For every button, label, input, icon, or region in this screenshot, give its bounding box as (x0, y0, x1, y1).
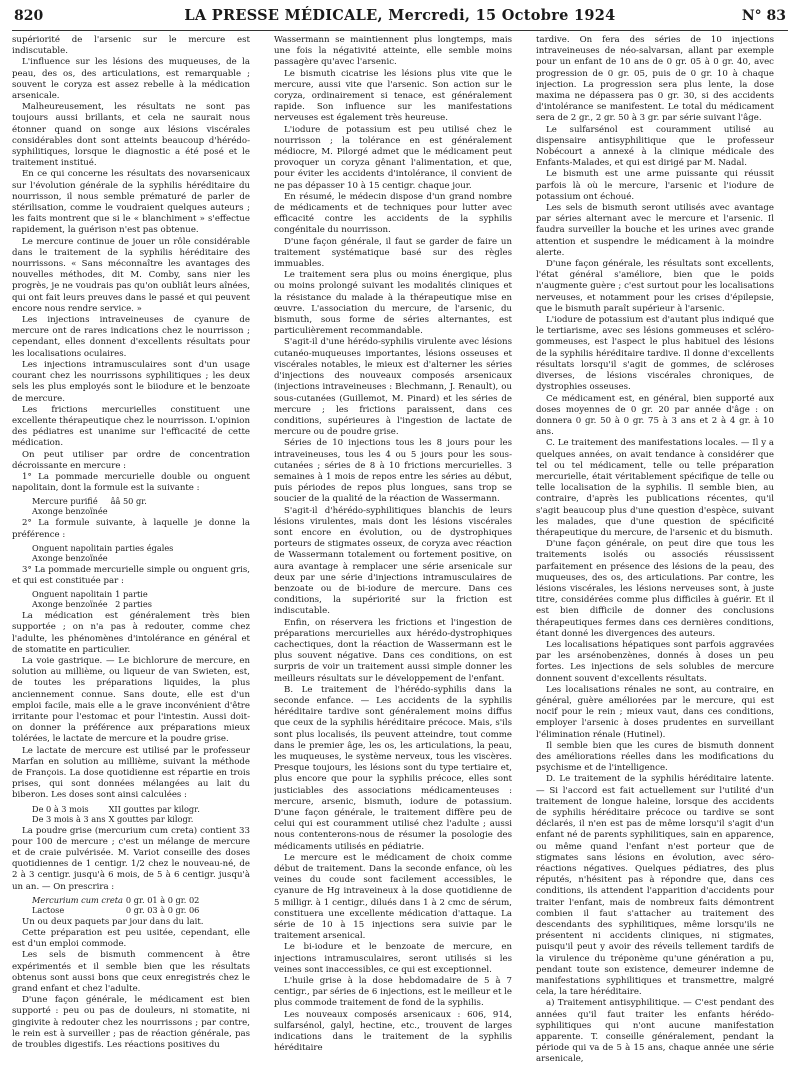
paragraph: L'iodure de potassium est d'autant plus indiqué que le tertiarisme, avec ses lésions gommeuses et scléro-gommeuses, est l'aspect le plus habituel des lésions de la syphilis héréditaire tardive. Il donne d'excellents résultats lorsqu'il s'agit de gommes, de scléroses diverses, de lésions viscérales chroniques, de dystrophies osseuses. (536, 315, 774, 393)
paragraph: Le lactate de mercure est utilisé par le professeur Marfan en solution au millième, suivant la méthode de François. La dose quotidienne est répartie en trois prises, qui sont données mélangées au lait du biberon. Les doses sont ainsi calculées : (12, 745, 250, 801)
formula-dose: 0 gr. 03 à 0 gr. 06 (125, 904, 200, 915)
paragraph: Les nouveaux composés arsenicaux : 606, 914, sulfarsénol, galyl, hectine, etc., trouvent de larges indications dans le traitement de la syphilis héréditaire (274, 1009, 512, 1054)
paragraph: Wassermann se maintiennent plus longtemps, mais une fois la négativité atteinte, elle semble moins passagère qu'avec l'arsenic. (274, 35, 512, 68)
paragraph: 2° La formule suivante, à laquelle je donne la préférence : (12, 518, 250, 540)
paragraph: En résumé, le médecin dispose d'un grand nombre de médicaments et de techniques pour lutter avec efficacité contre les accidents de la syphilis congénitale du nourrisson. (274, 191, 512, 236)
paragraph: La voie gastrique. — Le bichlorure de mercure, en solution au millième, ou liqueur de van Swieten, est, de toutes les préparations liquides, la plus anciennement connue. Sans doute, elle est d'un emploi facile, mais elle a le grave inconvénient d'être irritante pour l'estomac et pour l'intestin. Aussi doit-on donner la préférence aux préparations mieux tolérées, le lactate de mercure et la poudre grise. (12, 655, 250, 745)
formula-age: De 3 mois à 3 ans (32, 813, 106, 824)
paragraph: Cette préparation est peu usitée, cependant, elle est d'un emploi commode. (12, 928, 250, 950)
issue-number: N° 83 (741, 8, 786, 24)
formula-dose: XII gouttes par kilogr. (108, 803, 200, 814)
paragraph: L'influence sur les lésions des muqueuses, de la peau, des os, des articulations, est remarquable ; souvent le coryza est assez rebelle à la médication arsenicale. (12, 57, 250, 102)
paragraph: Le traitement sera plus ou moins énergique, plus ou moins prolongé suivant les modalités cliniques et la résistance du malade à la thérapeutique mise en œuvre. L'association du mercure, de l'arsenic, du bismuth, sous forme de séries alternantes, est particulièrement recommandable. (274, 270, 512, 337)
paragraph: supériorité de l'arsenic sur le mercure est indiscutable. (12, 35, 250, 57)
formula-ingredient: Mercurium cum creta (32, 894, 123, 905)
formula-dose: 2 parties (115, 599, 152, 610)
paragraph: D'une façon générale, le médicament est bien supporté : peu ou pas de douleurs, ni stomatite, ni gingivite à redouter chez les nourrissons ; par contre, le rein est à surveiller ; pas de réaction générale, pas de troubles digestifs. Les réactions positives du (12, 995, 250, 1051)
paragraph: On peut utiliser par ordre de concentration décroissante en mercure : (12, 449, 250, 471)
paragraph: En ce qui concerne les résultats des novarsenicaux sur l'évolution générale de la syphilis héréditaire du nourrisson, il nous semble prématuré de parler de stérilisation, comme le voudraient quelques auteurs ; les faits montrent que si le « blanchiment » s'effectue rapidement, la guérison n'est pas obtenue. (12, 169, 250, 236)
paragraph: Les sels de bismuth seront utilisés avec avantage par séries alternant avec le mercure et l'arsenic. Il faudra surveiller la bouche et les urines avec grande attention et suspendre le médicament à la moindre alerte. (536, 203, 774, 258)
paragraph: La médication est généralement très bien supportée ; on n'a pas à redouter, comme chez l'adulte, les phénomènes d'intolérance en général et de stomatite en particulier. (12, 611, 250, 655)
page-header (14, 6, 786, 30)
formula-dose: X gouttes par kilogr. (108, 813, 194, 824)
paragraph: Le sulfarsénol est couramment utilisé au dispensaire antisyphilitique que le professeur Nobécourt a annexé à la clinique médicale des Enfants-Malades, et qui est dirigé par M. Nadal. (536, 124, 774, 169)
paragraph: Ce médicament est, en général, bien supporté aux doses moyennes de 0 gr. 20 par année d'âge : on donnera 0 gr. 50 à 0 gr. 75 à 3 ans et 2 à 4 gr. à 10 ans. (536, 393, 774, 438)
paragraph: Enfin, on réservera les frictions et l'ingestion de préparations mercurielles aux hérédo-dystrophiques cachectiques, dont la réaction de Wassermann est le plus souvent négative. Dans ces conditions, on est surpris de voir un traitement aussi simple donner les meilleurs résultats sur le développement de l'enfant. (274, 617, 512, 684)
formula-dose: 1 partie (115, 589, 148, 600)
formula-ingredient: Axonge benzoïnée (32, 552, 108, 563)
paragraph: Les localisations rénales ne sont, au contraire, en général, guère améliorées par le mercure, qui est nocif pour le rein ; mieux vaut, dans ces conditions, employer l'arsenic à doses prudentes en surveillant l'élimination rénale (Hutinel). (536, 684, 774, 740)
paragraph: Le mercure continue de jouer un rôle considérable dans le traitement de la syphilis héréditaire des nourrissons. « Sans méconnaître les avantages des nouvelles méthodes, dit M. Comby, sans nier les progrès, je ne voudrais pas qu'on oubliât leurs aînées, qui ont fait leurs preuves dans le passé et qui peuvent encore nous rendre service. » (12, 236, 250, 314)
paragraph: a) Traitement antisyphilitique. — C'est pendant des années qu'il faut traiter les enfants hérédo-syphilitiques qui n'ont aucune manifestation apparente. T. conseille généralement, pendant la période qui va de 5 à 15 ans, chaque année une série arsenicale, (536, 998, 774, 1065)
paragraph: La poudre grise (mercurium cum creta) contient 33 pour 100 de mercure ; c'est un mélange de mercure et de craie pulvérisée. M. Variot conseille des doses quotidiennes de 1 centigr. 1/2 chez le nouveau-né, de 2 à 3 centigr. jusqu'à 6 mois, de 5 à 6 centigr. jusqu'à un an. — On prescrira : (12, 825, 250, 892)
paragraph: 3° La pommade mercurielle simple ou onguent gris, et qui est constituée par : (12, 564, 250, 586)
column-1 (12, 35, 250, 1075)
formula-ingredient: Axonge benzoïnée (32, 506, 108, 517)
formula-dose: ââ 50 gr. (110, 496, 147, 507)
formula-1 (32, 496, 250, 516)
paragraph: Les localisations hépatiques sont parfois aggravées par les arsénobenzènes, donnés à doses un peu fortes. Les injections de sels solubles de mercure donnent souvent d'excellents résultats. (536, 639, 774, 684)
issue-date: Mercredi, 15 Octobre 1924 (388, 7, 616, 24)
column-3 (536, 35, 774, 1075)
paragraph: Les injections intraveineuses de cyanure de mercure ont de rares indications chez le nourrisson ; cependant, elles donnent d'excellents résultats pour les localisations oculaires. (12, 315, 250, 359)
paragraph: S'agit-il d'une hérédo-syphilis virulente avec lésions cutanéo-muqueuses importantes, lésions osseuses et viscérales notables, le mieux est d'alterner les séries d'injections des nouveaux composés arsenicaux (injections intraveineuses : Blechmann, J. Renault), ou sous-cutanées (Guillemot, M. Pinard) et les séries de mercure ; les frictions paraissent, dans ces conditions, supérieures à l'ingestion de lactate de mercure ou de poudre grise. (274, 337, 512, 438)
paragraph: Les injections intramusculaires sont d'un usage courant chez les nourrissons syphilitiques ; les deux sels les plus employés sont le biiodure et le benzoate de mercure. (12, 359, 250, 404)
paragraph: tardive. On fera des séries de 10 injections intraveineuses de néo-salvarsan, allant par exemple pour un enfant de 10 ans de 0 gr. 05 à 0 gr. 40, avec progression de 0 gr. 05, puis de 0 gr. 10 à chaque injection. La progression sera plus lente, la dose maxima ne dépassera pas 0 gr. 30, si des accidents d'intolérance se manifestent. Le total du médicament sera de 2 gr., 2 gr. 50 à 3 gr. par série suivant l'âge. (536, 35, 774, 124)
page-number: 820 (14, 8, 44, 24)
paragraph: Un ou deux paquets par jour dans du lait. (22, 916, 204, 927)
paragraph: Il semble bien que les cures de bismuth donnent des améliorations réelles dans les modifications du psychisme et de l'intelligence. (536, 740, 774, 774)
paragraph: L'huile grise à la dose hebdomadaire de 5 à 7 centigr., par séries de 6 injections, est le meilleur et le plus commode traitement de fond de la syphilis. (274, 976, 512, 1009)
formula-2 (32, 543, 250, 563)
formula-4 (32, 804, 250, 824)
paragraph: Le bismuth cicatrise les lésions plus vite que le mercure, aussi vite que l'arsenic. Son action sur le coryza, ordinairement si tenace, est généralement rapide. Son influence sur les manifestations nerveuses est également très heureuse. (274, 68, 512, 124)
paragraph: Les frictions mercurielles constituent une excellente thérapeutique chez le nourrisson. L'opinion des pédiatres est unanime sur l'efficacité de cette médication. (12, 404, 250, 449)
formula-ingredient: Onguent napolitain (32, 589, 113, 600)
formula-5 (32, 895, 250, 915)
paragraph: Séries de 10 injections tous les 8 jours pour les intraveineuses, tous les 4 ou 5 jours pour les sous-cutanées ; séries de 8 à 10 frictions mercurielles. 3 semaines à 1 mois de repos entre les séries au début, puis périodes de repos plus longues, sans trop se soucier de la qualité de la réaction de Wassermann. (274, 438, 512, 505)
paragraph: Les sels de bismuth commencent à être expérimentés et il semble bien que les résultats obtenus sont aussi bons que ceux enregistrés chez le grand enfant et chez l'adulte. (12, 950, 250, 995)
header-rule (12, 30, 788, 31)
section-paragraph: C. Le traitement des manifestations locales. — Il y a quelques années, on avait tendance à considérer que tel ou tel médicament, telle ou telle préparation mercurielle, était véritablement spécifique de telle ou telle localisation de la syphilis. Il semble bien, au contraire, d'après les publications récentes, qu'il s'agit beaucoup plus d'une question d'espèce, suivant les malades, que d'une question de spécificité thérapeutique du mercure, de l'arsenic et du bismuth. (536, 438, 774, 538)
paragraph: Le mercure est le médicament de choix comme début de traitement. Dans la seconde enfance, où les veines du coude sont facilement accessibles, le cyanure de Hg intraveineux à la dose quotidienne de 5 milligr. à 1 centigr., dilués dans 1 à 2 cmc de sérum, constituera une excellente médication d'attaque. La série de 10 à 15 injections sera suivie par le traitement arsenical. (274, 852, 512, 942)
formula-3 (32, 589, 250, 609)
paragraph: D'une façon générale, les résultats sont excellents, l'état général s'améliore, bien que le poids n'augmente guère ; c'est surtout pour les localisations nerveuses, et notamment pour les crises d'épilepsie, que le bismuth paraît supérieur à l'arsenic. (536, 259, 774, 314)
paragraph: Le bismuth est une arme puissante qui réussit parfois là où le mercure, l'arsenic et l'iodure de potassium ont échoué. (536, 169, 774, 202)
formula-ingredient: Lactose (32, 904, 65, 915)
formula-ingredient: Axonge benzoïnée (32, 599, 108, 610)
section-paragraph: B. Le traitement de l'hérédo-syphilis dans la seconde enfance. — Les accidents de la syphilis héréditaire tardive sont généralement moins diffus que ceux de la syphilis héréditaire précoce. Mais, s'ils sont plus localisés, ils peuvent atteindre, tout comme dans le premier âge, les os, les articulations, la peau, les muqueuses, le système nerveux, tous les viscères. Presque toujours, les lésions sont du type tertiaire et, plus encore que pour la syphilis précoce, elles sont justiciables des associations médicamenteuses : mercure, arsenic, bismuth, iodure de potassium. D'une façon générale, le traitement diffère peu de celui qui est couramment utilisé chez l'adulte ; aussi nous contenterons-nous de résumer la posologie des médicaments utilisés en pédiatrie. (274, 684, 512, 852)
paragraph: S'agit-il d'hérédo-syphilitiques blanchis de leurs lésions virulentes, mais dont les lésions viscérales sont encore en évolution, ou de dystrophiques porteurs de stigmates osseux, de coryza avec réaction de Wassermann totalement ou fortement positive, on aura avantage à remplacer une série arsenicale sur deux par une série d'injections intramusculaires de benzoate ou de bi-iodure de mercure. Dans ces conditions, la supériorité sur la friction est indiscutable. (274, 505, 512, 617)
paragraph: L'iodure de potassium est peu utilisé chez le nourrisson ; la tolérance en est généralement médiocre, M. Pilorgé admet que le médicament peut provoquer un coryza gênant l'alimentation, et que, pour éviter les accidents d'intolérance, il convient de ne pas dépasser 10 à 15 centigr. chaque jour. (274, 124, 512, 191)
section-paragraph: D. Le traitement de la syphilis héréditaire latente. — Si l'accord est fait actuellement sur l'utilité d'un traitement de longue haleine, lorsque des accidents de syphilis héréditaire précoce ou tardive se sont déclarés, il n'en est pas de même lorsqu'il s'agit d'un enfant né de parents syphilitiques, sain en apparence, ou même quand l'enfant n'est porteur que de stigmates sans lésions en évolution, avec séro-réactions négatives. Quelques pédiatres, des plus réputés, n'hésitent pas à répondre que, dans ces conditions, ils attendent l'apparition d'accidents pour traiter l'enfant, mais de nombreux faits démontrent combien il faut s'attacher au traitement des descendants des syphilitiques, même lorsqu'ils ne présentent ni accidents cliniques, ni stigmates, puisqu'il peut y avoir des réveils tellement tardifs de la virulence du tréponème qu'une génération a pu, pendant toute son existence, demeurer indemne de manifestations syphilitiques et transmettre, malgré cela, la tare héréditaire. (536, 774, 774, 998)
paragraph: D'une façon générale, il faut se garder de faire un traitement systématique basé sur des règles immuables. (274, 236, 512, 270)
paragraph: 1° La pommade mercurielle double ou onguent napolitain, dont la formule est la suivante : (12, 471, 250, 494)
formula-age: De 0 à 3 mois (32, 803, 89, 814)
paragraph: Le bi-iodure et le benzoate de mercure, en injections intramusculaires, seront utilisés si les veines sont inaccessibles, ce qui est exceptionnel. (274, 942, 512, 975)
formula-ingredient: Mercure purifié (32, 496, 98, 507)
column-2 (274, 35, 512, 1075)
journal-title (14, 7, 786, 24)
formula-dose: 0 gr. 01 à 0 gr. 02 (125, 894, 200, 905)
paragraph: Malheureusement, les résultats ne sont pas toujours aussi brillants, et cela ne saurait nous étonner quand on songe aux lésions viscérales considérables dont sont atteints beaucoup d'hérédo-syphilitiques, lorsque le diagnostic a été posé et le traitement institué. (12, 102, 250, 169)
paragraph: D'une façon générale, on peut dire que tous les traitements isolés ou associés réussissent parfaitement en présence des lésions de la peau, des muqueuses, des os, des articulations. Par contre, les lésions viscérales, les lésions nerveuses sont, à juste titre, considérées comme plus difficiles à guérir. Et il est bien difficile de donner des conclusions thérapeutiques fermes dans ces dernières conditions, étant donné les divergences des auteurs. (536, 539, 774, 639)
formula-dose: parties égales (115, 542, 174, 553)
formula-ingredient: Onguent napolitain (32, 542, 113, 553)
journal-name: LA PRESSE MÉDICALE, (184, 7, 383, 24)
